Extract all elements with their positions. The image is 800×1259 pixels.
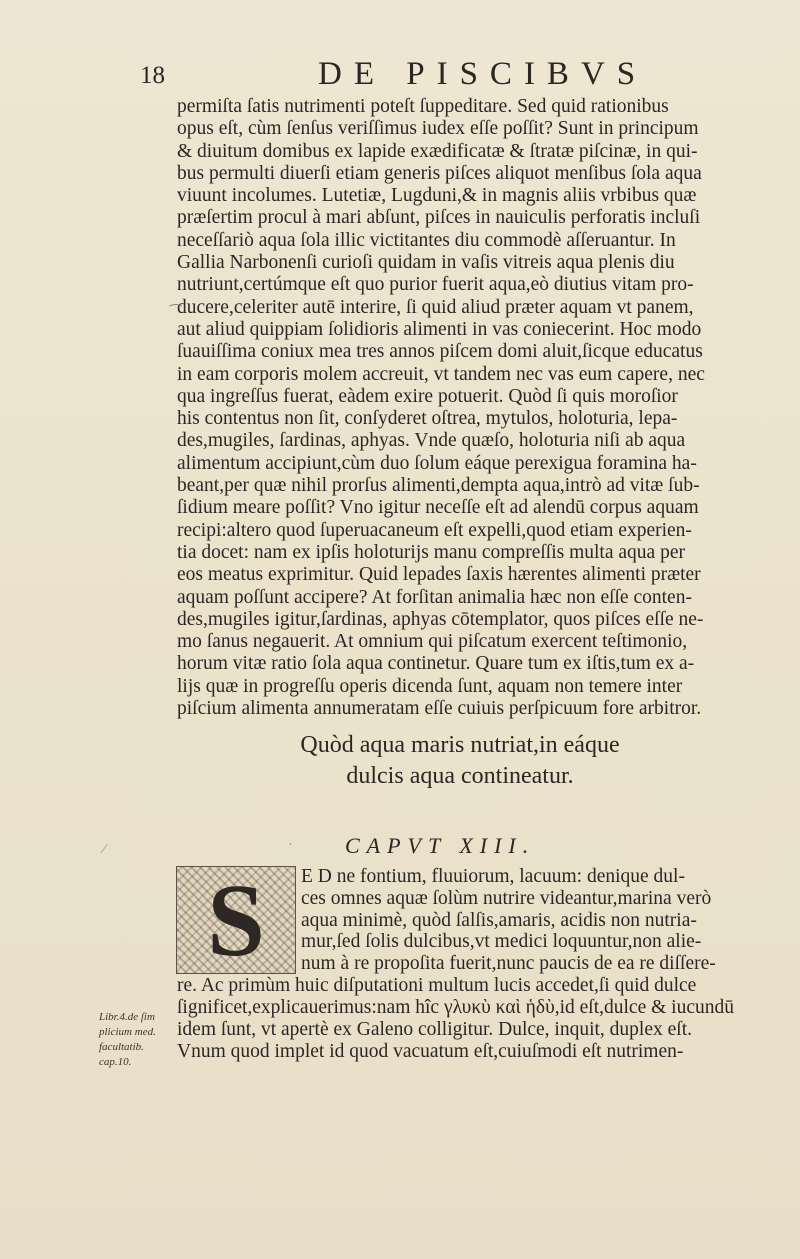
text-line: aquam poſſunt accipere? At forſitan animalia hæc non eſſe conten- — [177, 586, 692, 608]
chapter-heading-line: Quòd aqua maris nutriat,in eáque — [300, 732, 620, 758]
text-line: in eam corporis molem accreuit, vt tandem nec vas eum capere, nec — [177, 363, 705, 385]
text-line: beant,per quæ nihil prorſus alimenti,dempta aqua,intrò ad vitæ ſub- — [177, 475, 700, 497]
running-head — [140, 56, 700, 92]
text-line: aut aliud quippiam ſolidioris alimenti in vas coniecerint. Hoc modo — [177, 318, 702, 340]
chapter-heading — [190, 730, 730, 792]
marginal-note-line: cap.10. — [99, 1056, 132, 1068]
text-line: recipi:altero quod ſuperuacaneum eſt expelli,quod etiam experien- — [177, 519, 692, 541]
text-line: bus permulti diuerſi etiam generis piſces aliquot menſibus ſola aqua — [177, 162, 702, 184]
text-line: Gallia Narbonenſi curioſi quidam in vaſis vitreis aqua plenis diu — [177, 252, 675, 274]
marginal-note-line: plicium med. — [99, 1026, 156, 1038]
text-line: lijs quæ in progreſſu operis dicenda ſunt, aquam non temere inter — [177, 675, 683, 697]
text-line: tia docet: nam ex ipſis holoturijs manu compreſſis multa aqua per — [177, 541, 685, 563]
text-line: ſidium meare poſſit? Vno igitur neceſſe eſt ad alendū corpus aquam — [177, 497, 699, 519]
marginal-note — [99, 1010, 179, 1070]
text-line: mur,ſed ſolis dulcibus,vt medici loquuntur,non alie- — [301, 931, 702, 953]
chapter-text-indented — [301, 866, 741, 975]
text-line: eos meatus exprimitur. Quid lepades ſaxis hærentes alimenti præter — [177, 564, 701, 586]
text-line: & diuitum domibus ex lapide exædificatæ & ſtratæ piſcinæ, in qui- — [177, 140, 698, 162]
text-line: qua ingreſſus fuerat, eàdem exire potuerit. Quòd ſi quis moroſior — [177, 385, 678, 407]
text-line: num à re propoſita fuerit,nunc paucis de ea re diſſere- — [301, 953, 716, 975]
text-line: his contentus non ſit, conſyderet oſtrea, mytulos, holoturia, lepa- — [177, 408, 678, 430]
text-line: ces omnes aquæ ſolùm nutrire videantur,marina verò — [301, 887, 712, 909]
text-line: permiſta ſatis nutrimenti poteſt ſuppeditare. Sed quid rationibus — [177, 96, 669, 117]
text-line: horum vitæ ratio ſola aqua continetur. Quare tum ex iſtis,tum ex a- — [177, 653, 695, 675]
text-line: opus eſt, cùm ſenſus veriſſimus iudex eſſe poſſit? Sunt in principum — [177, 118, 699, 140]
margin-mark-icon: · — [288, 838, 293, 853]
text-line: ſignificet,explicauerimus:nam hîc γλυκὺ καὶ ἡδὺ,id eſt,dulce & iucundū — [177, 997, 734, 1018]
marginal-note-line: facultatib. — [99, 1041, 144, 1053]
text-line: Vnum quod implet id quod vacuatum eſt,cuiuſmodi eſt nutrimen- — [177, 1041, 684, 1062]
text-line: præſertim procul à mari abſunt, piſces in nauiculis perforatis incluſi — [177, 207, 701, 229]
text-line: des,mugiles igitur,ſardinas, aphyas cōtemplator, quos piſces eſſe ne- — [177, 608, 704, 630]
text-line: alimentum accipiunt,cùm duo ſolum eáque perexigua foramina ha- — [177, 452, 697, 474]
page-number: 18 — [140, 62, 165, 89]
text-line: neceſſariò aqua ſola illic victitantes diu commodè aſſeruantur. In — [177, 229, 676, 251]
chapter-number: CAPVT XIII. — [345, 833, 536, 858]
margin-mark-icon: ⁄ — [103, 842, 106, 857]
text-line: idem ſunt, vt apertè ex Galeno colligitur. Dulce, inquit, duplex eſt. — [177, 1019, 692, 1040]
text-line: ducere,celeriter autē interire, ſi quid aliud præter aquam vt panem, — [177, 296, 694, 318]
text-line: aqua minimè, quòd ſalſis,amaris, acidis non nutria- — [301, 909, 697, 931]
text-line: mo ſanus negauerit. At omnium qui piſcatum exercent teſtimonio, — [177, 631, 688, 653]
chapter-text — [177, 975, 737, 1063]
text-line: nutriunt,certúmque eſt quo purior fuerit aqua,eò diutius vitam pro- — [177, 274, 694, 296]
text-line: E D ne fontium, fluuiorum, lacuum: denique dul- — [301, 866, 685, 887]
text-line: des,mugiles, ſardinas, aphyas. Vnde quæſo, holoturia niſi ab aqua — [177, 430, 686, 452]
drop-cap-letter: S — [207, 863, 265, 978]
chapter-heading-line: dulcis aqua contineatur. — [346, 763, 574, 789]
text-line: viuunt incolumes. Lutetiæ, Lugduni,& in magnis aliis vrbibus quæ — [177, 185, 697, 207]
marginal-note-line: Libr.4.de ſim — [99, 1011, 155, 1023]
text-line: ſuauiſſima coniux mea tres annos piſcem domi aluit,ſicque educatus — [177, 341, 703, 363]
body-text — [177, 96, 737, 720]
text-line: re. Ac primùm huic diſputationi multum lucis accedet,ſi quid dulce — [177, 975, 697, 996]
decorated-initial — [176, 863, 296, 978]
running-title: DE PISCIBVS — [318, 56, 648, 92]
text-line: piſcium alimenta annumeratam eſſe cuiuis perſpicuum fore arbitror. — [177, 698, 702, 720]
margin-mark-icon: ⁀ — [170, 306, 182, 321]
